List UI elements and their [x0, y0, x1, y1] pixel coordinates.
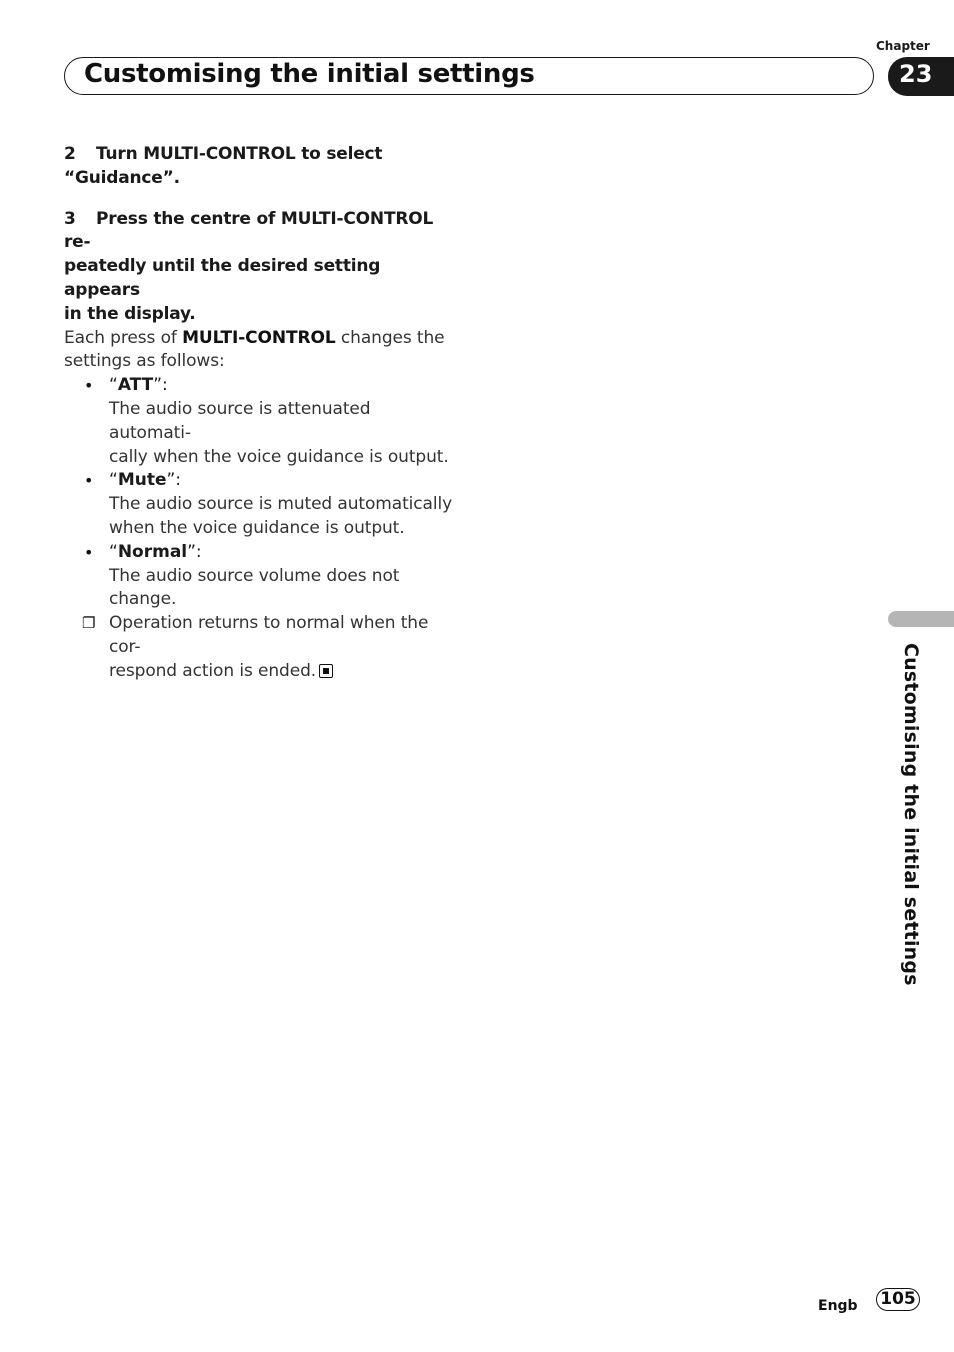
step-3	[64, 208, 454, 327]
step-text: Turn MULTI-CONTROL to select	[96, 144, 383, 164]
note-line: Operation returns to normal when the cor-	[109, 613, 429, 657]
note-line: respond action is ended.	[109, 660, 317, 681]
note-checkbox-icon: ❐	[82, 614, 96, 633]
quote: “	[109, 375, 118, 396]
step-text: Press the centre of MULTI-CONTROL re-	[64, 208, 434, 253]
intro-text: changes the	[335, 327, 445, 348]
bullet-icon: •	[84, 542, 94, 562]
step-text: in the display.	[64, 303, 196, 324]
list-item	[64, 374, 454, 398]
chapter-number: 23	[899, 60, 933, 88]
list-item	[64, 469, 454, 493]
bullet-icon: •	[84, 376, 94, 396]
option-name: Mute	[117, 470, 167, 491]
side-tab-label: Customising the initial settings	[900, 643, 922, 986]
option-description	[64, 565, 454, 613]
note	[64, 612, 454, 683]
description-line: cally when the voice guidance is output.	[109, 446, 449, 467]
option-name: ATT	[117, 375, 154, 396]
quote: ”:	[166, 470, 182, 491]
step-number: 2	[64, 144, 76, 164]
end-mark-icon	[319, 664, 333, 678]
intro-paragraph	[64, 327, 454, 375]
quote: ”:	[187, 541, 202, 562]
step-number: 3	[64, 208, 76, 229]
page-title: Customising the initial settings	[84, 59, 535, 89]
page-number: 105	[876, 1288, 920, 1311]
main-content	[64, 143, 454, 684]
bullet-icon: •	[84, 471, 94, 491]
option-name: Normal	[117, 541, 188, 562]
step-2	[64, 143, 454, 191]
quote: “	[109, 541, 118, 562]
step-text: peatedly until the desired setting appears	[64, 256, 381, 300]
list-item	[64, 541, 454, 565]
option-description	[64, 493, 454, 541]
description-line: The audio source volume does not change.	[109, 565, 400, 610]
step-text: “Guidance”.	[64, 167, 180, 188]
chapter-label: Chapter	[876, 39, 930, 53]
quote: ”:	[153, 375, 168, 396]
description-line: when the voice guidance is output.	[109, 517, 405, 538]
side-tab-marker	[888, 611, 954, 627]
description-line: The audio source is attenuated automati-	[109, 398, 371, 443]
intro-text: settings as follows:	[64, 351, 225, 372]
description-line: The audio source is muted automatically	[109, 494, 453, 515]
footer-language: Engb	[818, 1298, 858, 1314]
quote: “	[109, 470, 118, 491]
option-description	[64, 398, 454, 469]
intro-bold: MULTI-CONTROL	[182, 327, 336, 348]
intro-text: Each press of	[64, 327, 183, 348]
